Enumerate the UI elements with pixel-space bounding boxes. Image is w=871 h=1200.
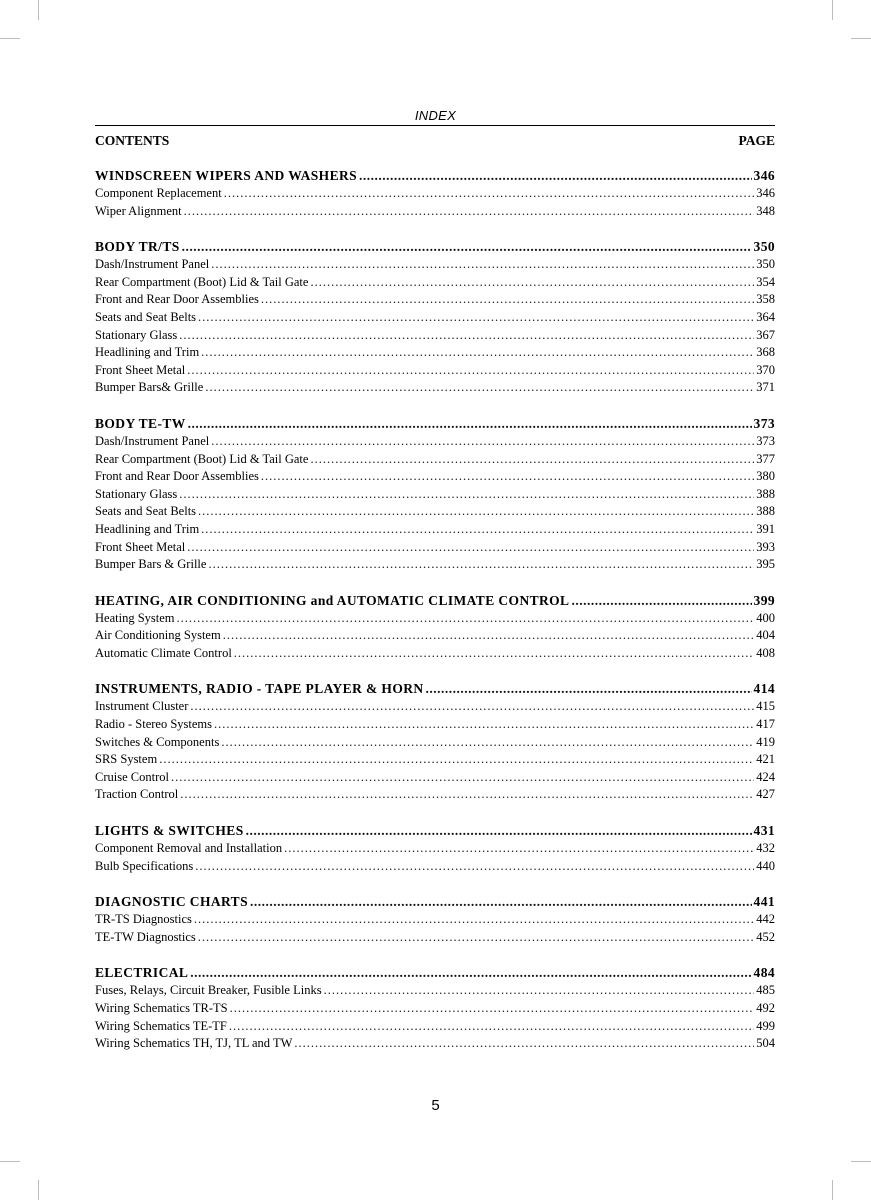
toc-entry-page: 424 [756, 769, 775, 784]
toc-entry [95, 769, 775, 787]
toc-entry [95, 309, 775, 327]
toc-entry-page: 417 [756, 717, 775, 732]
toc-entry-title: Dash/Instrument Panel [95, 433, 210, 448]
dot-leader [294, 1035, 754, 1053]
toc-section [95, 591, 775, 663]
toc-entry-title: Bumper Bars & Grille [95, 557, 207, 572]
section-heading-page: 373 [753, 415, 775, 431]
toc-entry [95, 344, 775, 362]
dot-leader [198, 929, 754, 947]
crop-mark [851, 38, 871, 39]
dot-leader [310, 274, 754, 292]
dot-leader [250, 892, 752, 911]
section-heading-page: 441 [753, 894, 775, 910]
toc-entry-page: 377 [756, 451, 775, 466]
crop-mark [851, 1161, 871, 1162]
toc-entry [95, 786, 775, 804]
toc-entry [95, 698, 775, 716]
toc-entry [95, 362, 775, 380]
crop-mark [832, 1180, 833, 1200]
toc-entry [95, 468, 775, 486]
section-heading-title: HEATING, AIR CONDITIONING and AUTOMATIC CLIMATE CONTROL [95, 592, 570, 608]
toc-entry-page: 408 [756, 645, 775, 660]
toc-entry [95, 840, 775, 858]
dot-leader [221, 734, 754, 752]
toc-entry-title: Wiring Schematics TR-TS [95, 1001, 228, 1015]
toc-entry-page: 367 [756, 327, 775, 342]
toc-entry-title: Front Sheet Metal [95, 362, 186, 377]
dot-leader [324, 982, 755, 1000]
toc-entry-page: 350 [756, 257, 775, 272]
toc-entry-title: Switches & Components [95, 734, 220, 749]
section-heading [95, 237, 775, 256]
toc-entry-title: Seats and Seat Belts [95, 309, 197, 324]
toc-entry-page: 421 [756, 752, 775, 767]
toc-entry-title: Radio - Stereo Systems [95, 717, 213, 732]
running-head: INDEX [414, 108, 457, 123]
dot-leader [261, 291, 754, 309]
toc-section [95, 237, 775, 397]
toc-entry [95, 256, 775, 274]
toc-entry-title: Wiring Schematics TE-TF [95, 1018, 227, 1033]
toc-entry [95, 203, 775, 221]
toc-entry-page: 485 [756, 983, 775, 998]
toc-entry-title: Front and Rear Door Assemblies [95, 292, 259, 307]
section-heading [95, 414, 775, 433]
section-heading [95, 591, 775, 610]
toc-section [95, 166, 775, 220]
toc-entry-title: Fuses, Relays, Circuit Breaker, Fusible Links [95, 983, 322, 998]
dot-leader [198, 309, 754, 327]
header-rule [95, 125, 775, 126]
toc-entry [95, 929, 775, 947]
toc-entry-page: 395 [756, 557, 775, 572]
section-heading-title: BODY TE-TW [95, 415, 186, 431]
toc-entry-page: 348 [756, 203, 775, 218]
toc-entry-title: Traction Control [95, 787, 179, 802]
dot-leader [234, 645, 754, 663]
toc-entry-page: 452 [756, 929, 775, 944]
section-heading [95, 821, 775, 840]
section-heading-title: LIGHTS & SWITCHES [95, 823, 244, 839]
toc-entry-title: Stationary Glass [95, 327, 178, 342]
dot-leader [229, 1018, 754, 1036]
toc-section [95, 679, 775, 804]
toc-section [95, 414, 775, 574]
dot-leader [179, 327, 754, 345]
toc-entry-page: 354 [756, 274, 775, 289]
section-heading-page: 431 [753, 823, 775, 839]
toc-entry [95, 982, 775, 1000]
dot-leader [198, 503, 754, 521]
dot-leader [214, 716, 754, 734]
dot-leader [194, 911, 754, 929]
section-heading-title: WINDSCREEN WIPERS AND WASHERS [95, 168, 358, 183]
dot-leader [230, 1000, 755, 1018]
toc-entry-title: Cruise Control [95, 769, 169, 784]
toc-entry [95, 627, 775, 645]
dot-leader [426, 679, 752, 698]
toc-entry-page: 504 [756, 1036, 775, 1051]
toc-entry-title: Component Removal and Installation [95, 841, 283, 856]
dot-leader [246, 821, 752, 840]
toc-entry-page: 388 [756, 504, 775, 519]
dot-leader [571, 591, 751, 610]
page-heading: PAGE [738, 133, 775, 148]
toc-entry-title: Stationary Glass [95, 486, 178, 501]
toc-entry-title: TE-TW Diagnostics [95, 929, 196, 944]
toc-entry [95, 433, 775, 451]
toc-section [95, 892, 775, 946]
toc-entry-page: 358 [756, 292, 775, 307]
toc-entry-page: 432 [756, 841, 775, 856]
dot-leader [224, 185, 755, 203]
toc-entry-page: 419 [756, 734, 775, 749]
toc-entry-title: Heating System [95, 610, 175, 625]
toc-entry-title: Headlining and Trim [95, 521, 200, 536]
dot-leader [190, 963, 751, 982]
page-number: 5 [431, 1097, 440, 1114]
crop-mark [0, 38, 20, 39]
toc-entry-title: Front Sheet Metal [95, 539, 186, 554]
toc-entry-title: Headlining and Trim [95, 345, 200, 360]
crop-mark [38, 1180, 39, 1200]
section-heading-page: 350 [753, 239, 775, 255]
dot-leader [179, 486, 754, 504]
toc-entry-title: Seats and Seat Belts [95, 504, 197, 519]
section-heading-title: INSTRUMENTS, RADIO - TAPE PLAYER & HORN [95, 681, 424, 697]
section-heading-title: ELECTRICAL [95, 965, 189, 981]
toc-entry [95, 716, 775, 734]
dot-leader [159, 751, 754, 769]
toc-entry-page: 393 [756, 539, 775, 554]
dot-leader [190, 698, 754, 716]
section-heading-title: DIAGNOSTIC CHARTS [95, 894, 248, 910]
toc-entry-page: 400 [756, 610, 775, 625]
crop-mark [832, 0, 833, 20]
dot-leader [284, 840, 754, 858]
dot-leader [223, 627, 755, 645]
toc-entry [95, 327, 775, 345]
toc-section [95, 963, 775, 1052]
toc-entry [95, 751, 775, 769]
toc-entry [95, 451, 775, 469]
toc-entry-title: Rear Compartment (Boot) Lid & Tail Gate [95, 451, 309, 466]
crop-mark [0, 1161, 20, 1162]
section-heading-page: 399 [753, 592, 775, 608]
section-heading-page: 346 [753, 168, 775, 183]
dot-leader [261, 468, 754, 486]
column-headers [95, 133, 775, 149]
dot-leader [187, 539, 754, 557]
toc-entry-page: 373 [756, 433, 775, 448]
toc-entry [95, 379, 775, 397]
dot-leader [184, 203, 755, 221]
toc-entry [95, 291, 775, 309]
toc-entry-title: TR-TS Diagnostics [95, 912, 192, 927]
toc-entry-page: 492 [756, 1001, 775, 1015]
toc-entry [95, 1000, 775, 1018]
dot-leader [201, 521, 754, 539]
dot-leader [177, 610, 755, 628]
toc-entry [95, 610, 775, 628]
dot-leader [187, 362, 754, 380]
toc-entry-title: Wiper Alignment [95, 203, 182, 218]
section-heading-page: 414 [753, 681, 775, 697]
section-heading [95, 892, 775, 911]
toc-entry-title: Bulb Specifications [95, 858, 194, 873]
dot-leader [211, 256, 754, 274]
dot-leader [171, 769, 754, 787]
toc-entry-page: 346 [756, 186, 775, 200]
dot-leader [359, 166, 752, 185]
dot-leader [310, 451, 754, 469]
toc-entry-title: Air Conditioning System [95, 628, 221, 643]
toc-entry [95, 539, 775, 557]
table-of-contents [95, 166, 775, 1070]
toc-entry-page: 440 [756, 858, 775, 873]
toc-entry-title: Component Replacement [95, 186, 222, 200]
toc-entry-page: 371 [756, 380, 775, 395]
toc-entry-page: 442 [756, 912, 775, 927]
toc-entry-title: SRS System [95, 752, 158, 767]
section-heading-title: BODY TR/TS [95, 239, 180, 255]
toc-entry [95, 1018, 775, 1036]
toc-entry-page: 380 [756, 469, 775, 484]
toc-entry-page: 370 [756, 362, 775, 377]
toc-entry [95, 734, 775, 752]
toc-entry-title: Bumper Bars& Grille [95, 380, 204, 395]
toc-entry-page: 415 [756, 699, 775, 714]
toc-section [95, 821, 775, 875]
toc-entry-title: Front and Rear Door Assemblies [95, 469, 259, 484]
toc-entry-page: 499 [756, 1018, 775, 1033]
toc-entry-page: 404 [756, 628, 775, 643]
toc-entry [95, 556, 775, 574]
toc-entry-page: 368 [756, 345, 775, 360]
toc-entry [95, 486, 775, 504]
dot-leader [201, 344, 754, 362]
toc-entry-page: 427 [756, 787, 775, 802]
toc-entry [95, 503, 775, 521]
dot-leader [208, 556, 754, 574]
toc-entry [95, 645, 775, 663]
section-heading [95, 166, 775, 185]
toc-entry-page: 364 [756, 309, 775, 324]
toc-entry-page: 388 [756, 486, 775, 501]
dot-leader [205, 379, 754, 397]
section-heading-page: 484 [753, 965, 775, 981]
toc-entry [95, 858, 775, 876]
toc-entry [95, 274, 775, 292]
toc-entry [95, 185, 775, 203]
toc-entry [95, 1035, 775, 1053]
toc-entry-page: 391 [756, 521, 775, 536]
dot-leader [182, 237, 752, 256]
toc-entry-title: Automatic Climate Control [95, 645, 232, 660]
toc-entry [95, 911, 775, 929]
dot-leader [195, 858, 754, 876]
dot-leader [211, 433, 754, 451]
section-heading [95, 679, 775, 698]
toc-entry-title: Dash/Instrument Panel [95, 257, 210, 272]
contents-heading: CONTENTS [95, 133, 170, 148]
crop-mark [38, 0, 39, 20]
toc-entry-title: Instrument Cluster [95, 699, 189, 714]
toc-entry-title: Rear Compartment (Boot) Lid & Tail Gate [95, 274, 309, 289]
dot-leader [188, 414, 752, 433]
dot-leader [180, 786, 754, 804]
section-heading [95, 963, 775, 982]
toc-entry-title: Wiring Schematics TH, TJ, TL and TW [95, 1036, 293, 1051]
toc-entry [95, 521, 775, 539]
